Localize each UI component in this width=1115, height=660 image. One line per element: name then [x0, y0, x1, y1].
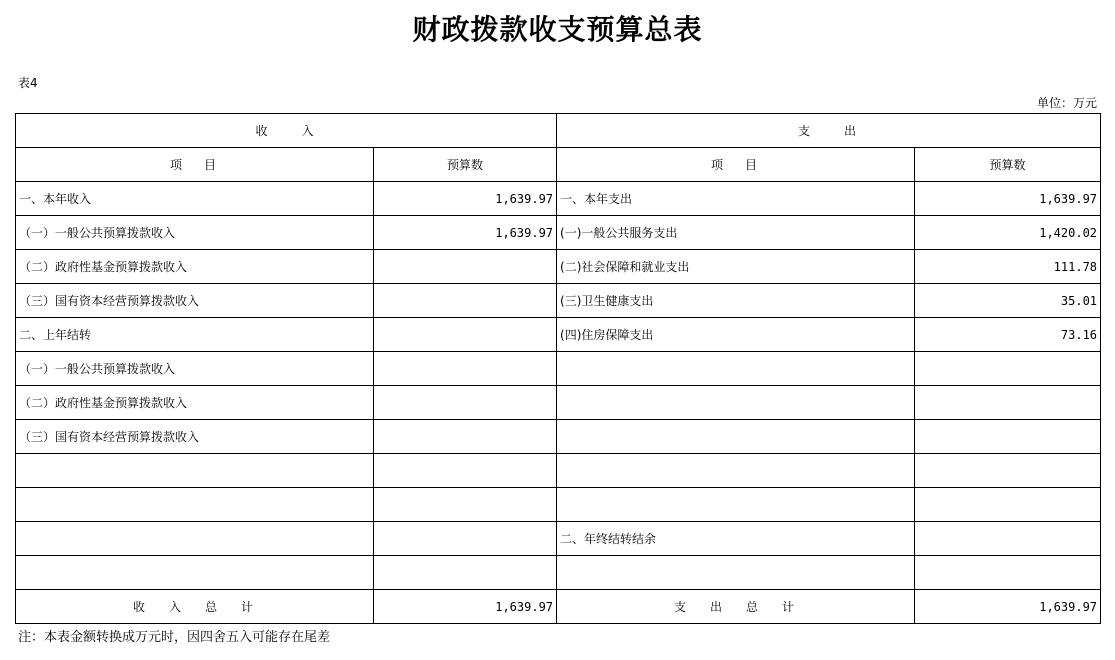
income-value-cell [374, 454, 557, 488]
expense-value-cell [915, 522, 1101, 556]
expense-value-cell: 1,420.02 [915, 216, 1101, 250]
income-value-cell [374, 250, 557, 284]
expense-value-cell: 1,639.97 [915, 182, 1101, 216]
income-value-cell [374, 352, 557, 386]
income-item-cell: （一）一般公共预算拨款收入 [16, 216, 374, 250]
expense-item-cell [557, 352, 915, 386]
totals-row [16, 590, 1101, 624]
expense-total-value: 1,639.97 [915, 590, 1101, 624]
table-number: 表4 [18, 76, 38, 90]
expense-item-cell [557, 556, 915, 590]
table-row [16, 522, 1101, 556]
expense-item-cell [557, 488, 915, 522]
expense-total-label: 支出总计 [557, 590, 915, 624]
table-row [16, 488, 1101, 522]
income-value-cell: 1,639.97 [374, 182, 557, 216]
footnote: 注：本表金额转换成万元时，因四舍五入可能存在尾差 [18, 630, 331, 645]
income-item-cell [16, 556, 374, 590]
column-header-row [16, 148, 1101, 182]
expense-budget-header: 预算数 [915, 148, 1101, 182]
income-total-value: 1,639.97 [374, 590, 557, 624]
expense-item-cell: 一、本年支出 [557, 182, 915, 216]
expense-item-cell: (二)社会保障和就业支出 [557, 250, 915, 284]
expense-value-cell [915, 556, 1101, 590]
income-item-cell: （一）一般公共预算拨款收入 [16, 352, 374, 386]
table-row [16, 352, 1101, 386]
expense-value-cell [915, 352, 1101, 386]
expense-value-cell [915, 420, 1101, 454]
expense-value-cell: 35.01 [915, 284, 1101, 318]
expense-item-cell [557, 454, 915, 488]
table-row [16, 386, 1101, 420]
table-row [16, 454, 1101, 488]
expense-item-cell: (三)卫生健康支出 [557, 284, 915, 318]
expense-item-cell: 二、年终结转结余 [557, 522, 915, 556]
income-value-cell [374, 488, 557, 522]
expense-item-cell [557, 420, 915, 454]
table-row [16, 420, 1101, 454]
income-item-cell [16, 454, 374, 488]
income-item-cell: 一、本年收入 [16, 182, 374, 216]
expense-value-cell [915, 488, 1101, 522]
expense-item-cell [557, 386, 915, 420]
income-item-cell: （三）国有资本经营预算拨款收入 [16, 420, 374, 454]
income-item-cell: （二）政府性基金预算拨款收入 [16, 250, 374, 284]
expense-item-cell: (一)一般公共服务支出 [557, 216, 915, 250]
income-value-cell: 1,639.97 [374, 216, 557, 250]
income-value-cell [374, 522, 557, 556]
section-header-row [16, 114, 1101, 148]
income-value-cell [374, 318, 557, 352]
table-row [16, 556, 1101, 590]
income-total-label: 收入总计 [16, 590, 374, 624]
expense-value-cell [915, 386, 1101, 420]
expense-value-cell: 111.78 [915, 250, 1101, 284]
expense-item-header: 项目 [557, 148, 915, 182]
expense-value-cell [915, 454, 1101, 488]
income-budget-header: 预算数 [374, 148, 557, 182]
income-value-cell [374, 420, 557, 454]
income-item-cell: （三）国有资本经营预算拨款收入 [16, 284, 374, 318]
table-row [16, 216, 1101, 250]
unit-label: 单位：万元 [1036, 96, 1097, 110]
income-item-cell: 二、上年结转 [16, 318, 374, 352]
income-value-cell [374, 556, 557, 590]
income-item-cell [16, 488, 374, 522]
income-header: 收入 [16, 114, 557, 148]
expense-value-cell: 73.16 [915, 318, 1101, 352]
income-item-header: 项目 [16, 148, 374, 182]
table-row [16, 250, 1101, 284]
budget-table [15, 113, 1101, 624]
expense-header: 支出 [557, 114, 1101, 148]
table-row [16, 182, 1101, 216]
income-value-cell [374, 284, 557, 318]
expense-item-cell: (四)住房保障支出 [557, 318, 915, 352]
income-value-cell [374, 386, 557, 420]
income-item-cell: （二）政府性基金预算拨款收入 [16, 386, 374, 420]
page-title: 财政拨款收支预算总表 [412, 13, 703, 46]
income-item-cell [16, 522, 374, 556]
table-row [16, 318, 1101, 352]
table-row [16, 284, 1101, 318]
